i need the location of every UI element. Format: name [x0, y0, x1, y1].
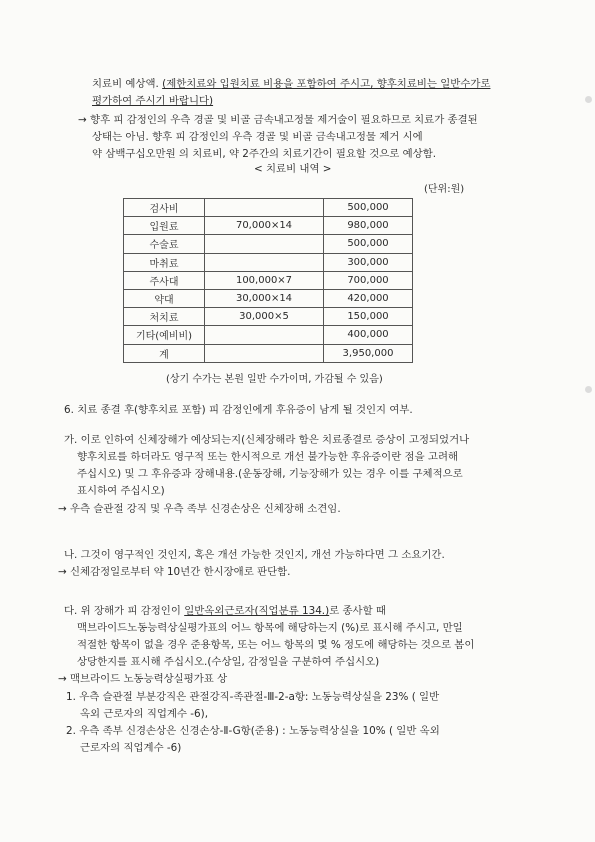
- da-item2-line2: 근로자의 직업계수 -6): [80, 742, 182, 754]
- da-item1-line2: 옥외 근로자의 직업계수 -6),: [80, 708, 208, 720]
- cost-calc-cell: [205, 235, 324, 253]
- cost-amount-cell: 980,000: [324, 217, 413, 235]
- na-answer: → 신체감정일로부터 약 10년간 한시장애로 판단함.: [58, 566, 291, 578]
- na-question-line1: 나. 그것이 영구적인 것인지, 혹은 개선 가능한 것인지, 개선 가능하다면 그 소요기간.: [64, 549, 445, 561]
- cost-calc-cell: 70,000×14: [205, 217, 324, 235]
- da-question-line3: 적절한 항목이 없을 경우 준용항목, 또는 어느 항목의 몇 % 정도에 해당하는 것으로 봄이: [77, 639, 475, 651]
- cost-item-cell: 주사대: [124, 271, 205, 289]
- cost-amount-cell: 700,000: [324, 271, 413, 289]
- da-question-line2: 맥브라이드노동능력상실평가표의 어느 항목에 해당하는지 (%)로 표시해 주시고, 만일: [77, 622, 463, 634]
- cost-item-cell: 마취료: [124, 253, 205, 271]
- cost-item-cell: 수술료: [124, 235, 205, 253]
- cost-amount-cell: 3,950,000: [324, 344, 413, 362]
- cost-table: [123, 198, 413, 363]
- cost-answer-line3: 약 삼백구십오만원 의 치료비, 약 2주간의 치료기간이 필요할 것으로 예상함.: [92, 148, 437, 160]
- cost-calc-cell: 30,000×14: [205, 289, 324, 307]
- cost-question-line2: 평가하여 주시기 바랍니다): [92, 95, 214, 107]
- cost-table-row: [124, 289, 413, 307]
- cost-question-line1: [92, 78, 490, 91]
- cost-amount-cell: 400,000: [324, 326, 413, 344]
- cost-table-unit: (단위:원): [424, 184, 465, 195]
- cost-calc-cell: [205, 253, 324, 271]
- cost-table-row: [124, 308, 413, 326]
- cost-answer-text1: 향후 피 감정인의 우측 경골 및 비골 금속내고정물 제거술이 필요하므로 치료가 종결된: [90, 114, 478, 126]
- cost-item-cell: 처치료: [124, 308, 205, 326]
- scan-mark: [585, 386, 592, 393]
- da-answer-title: → 맥브라이드 노동능력상실평가표 상: [58, 673, 228, 685]
- da-question-line4: 상당한지를 표시해 주십시오.(수상일, 감정일을 구분하여 주십시오): [77, 656, 380, 668]
- section6-title: 6. 치료 종결 후(향후치료 포함) 피 감정인에게 후유증이 남게 될 것인지 여부.: [64, 404, 413, 416]
- ga-question-line4: 표시하여 주십시오): [77, 485, 165, 497]
- ga-question-line3: 주십시오) 및 그 후유증과 장해내용.(운동장해, 기능장해가 있는 경우 이를 구체적으로: [77, 468, 463, 480]
- cost-table-row: [124, 235, 413, 253]
- da-question-suffix: 로 종사할 때: [329, 605, 386, 617]
- cost-table-row: [124, 217, 413, 235]
- cost-table-row: [124, 253, 413, 271]
- cost-item-cell: 계: [124, 344, 205, 362]
- cost-calc-cell: [205, 344, 324, 362]
- cost-calc-cell: [205, 326, 324, 344]
- cost-table-row: [124, 271, 413, 289]
- da-item2-line1: 2. 우측 족부 신경손상은 신경손상-Ⅱ-G항(준용) : 노동능력상실을 10% ( 일반 옥외: [66, 725, 440, 737]
- cost-amount-cell: 420,000: [324, 289, 413, 307]
- cost-table-row: [124, 344, 413, 362]
- cost-calc-cell: 30,000×5: [205, 308, 324, 326]
- cost-table-row: [124, 326, 413, 344]
- cost-table-row: [124, 199, 413, 217]
- cost-calc-cell: 100,000×7: [205, 271, 324, 289]
- cost-answer-line1: [78, 114, 478, 127]
- da-question-prefix: 다. 위 장해가 피 감정인이: [64, 605, 185, 617]
- da-question-line1: [64, 605, 386, 618]
- cost-table-note: (상기 수가는 본원 일반 수가이며, 가감될 수 있음): [166, 374, 383, 385]
- cost-question-underlined: (제한치료와 입원치료 비용을 포함하여 주시고, 향후치료비는 일반수가로: [162, 78, 491, 90]
- cost-answer-line2: 상태는 아님. 향후 피 감정인의 우측 경골 및 비골 금속내고정물 제거 시에: [92, 131, 423, 143]
- arrow-icon: →: [78, 114, 87, 126]
- cost-item-cell: 약대: [124, 289, 205, 307]
- cost-amount-cell: 150,000: [324, 308, 413, 326]
- ga-question-line2: 향후치료를 하더라도 영구적 또는 한시적으로 개선 불가능한 후유증이란 점을 고려해: [77, 451, 459, 463]
- cost-amount-cell: 500,000: [324, 199, 413, 217]
- cost-amount-cell: 500,000: [324, 235, 413, 253]
- cost-item-cell: 기타(예비비): [124, 326, 205, 344]
- scan-mark: [585, 96, 592, 103]
- cost-table-heading: < 치료비 내역 >: [254, 163, 332, 175]
- cost-item-cell: 입원료: [124, 217, 205, 235]
- cost-item-cell: 검사비: [124, 199, 205, 217]
- cost-question-prefix: 치료비 예상액.: [92, 78, 163, 90]
- ga-question-line1: 가. 이로 인하여 신체장해가 예상되는지(신체장해라 함은 치료종결로 증상이 고정되었거나: [64, 434, 470, 446]
- da-item1-line1: 1. 우측 슬관절 부분강직은 관절강직-족관절-Ⅲ-2-a항: 노동능력상실을 23% ( 일반: [66, 691, 440, 703]
- cost-calc-cell: [205, 199, 324, 217]
- ga-answer: → 우측 슬관절 강직 및 우측 족부 신경손상은 신체장해 소견임.: [58, 503, 341, 515]
- da-question-underlined: 일반옥외근로자(직업분류 134.): [184, 605, 330, 617]
- cost-amount-cell: 300,000: [324, 253, 413, 271]
